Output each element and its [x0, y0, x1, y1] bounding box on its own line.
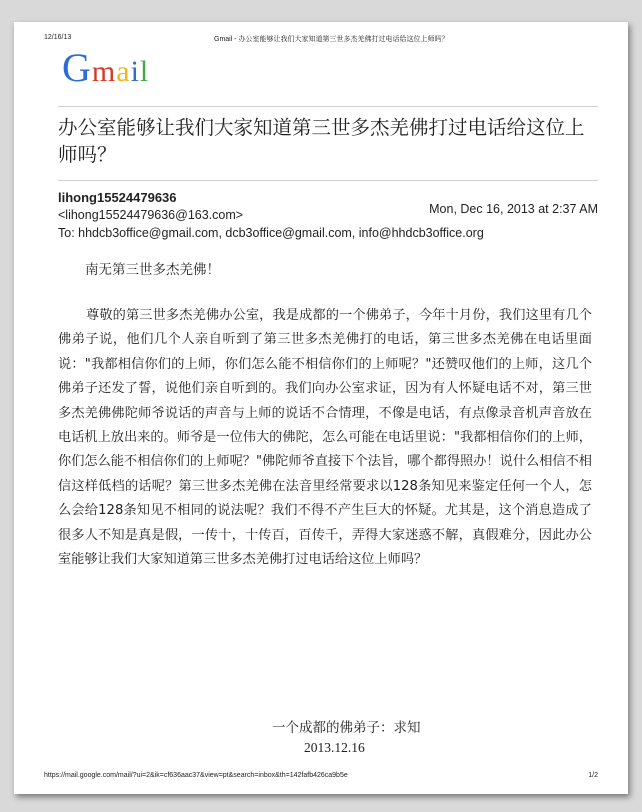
logo-letter: a — [116, 55, 131, 88]
sender-name: lihong15524479636 — [58, 190, 177, 205]
divider — [58, 106, 598, 107]
signature: 一个成都的佛弟子：求知 — [272, 720, 421, 736]
signature-date: 2013.12.16 — [304, 740, 365, 755]
email-body: 尊敬的第三世多杰羌佛办公室，我是成都的一个佛弟子，今年十月份，我们这里有几个佛弟子说，他们几个人亲自听到了第三世多杰羌佛打的电话，第三世多杰羌佛在电话里面说："我都相信你们的上师，你们怎么能不相信你们的上师呢？"还赞叹他们的上师，这几个佛弟子还发了誓，说他们亲自听到的。我们向办公室求证，因为有人怀疑电话不对，第三世多杰羌佛佛陀师爷说话的声音与上师的说话不合情理，不像是电话，有点像录音机声音放在电话机上放出来的。师爷是一位伟大的佛陀，怎么可能在电话里说："我都相信你们的上师，你们怎么能不相信你们的上师呢？"佛陀师爷直接下个法旨，哪个都得照办！说什么相信不相信这样低档的话呢？第三世多杰羌佛在法音里经常要求以128条知见来鉴定任何一个人，怎么会给128条知见不相同的说法呢？我们不得不产生巨大的怀疑。尤其是，这个消息造成了很多人不知是真是假，一传十，十传百，百传千，弄得大家迷惑不解，真假难分，因此办公室能够让我们大家知道第三世多杰羌佛打过电话给这位上师吗？ — [58, 308, 592, 568]
logo-letter: i — [130, 55, 140, 88]
print-title: Gmail - 办公室能够让我们大家知道第三世多杰羌佛打过电话给这位上师吗？ — [214, 36, 449, 43]
logo-letter: m — [91, 55, 117, 88]
logo-letter: G — [62, 45, 92, 90]
logo-letter: l — [139, 55, 150, 88]
page-number: 1/2 — [588, 772, 598, 779]
email-subject: 办公室能够让我们大家知道第三世多杰羌佛打过电话给这位上师吗？ — [58, 116, 585, 166]
print-date: 12/16/13 — [44, 34, 72, 41]
recipients: To: hhdcb3office@gmail.com, dcb3office@gmail.com, info@hhdcb3office.org — [58, 226, 484, 240]
divider — [58, 180, 598, 181]
print-url: https://mail.google.com/mail/?ui=2&ik=cf636aac37&view=pt&search=inbox&th=142fafb426ca9b5e — [44, 772, 348, 779]
sender-email: <lihong15524479636@163.com> — [58, 208, 244, 222]
greeting: 南无第三世多杰羌佛！ — [85, 262, 220, 278]
printed-page — [14, 22, 628, 794]
gmail-logo — [62, 45, 150, 90]
sent-date: Mon, Dec 16, 2013 at 2:37 AM — [429, 202, 598, 216]
